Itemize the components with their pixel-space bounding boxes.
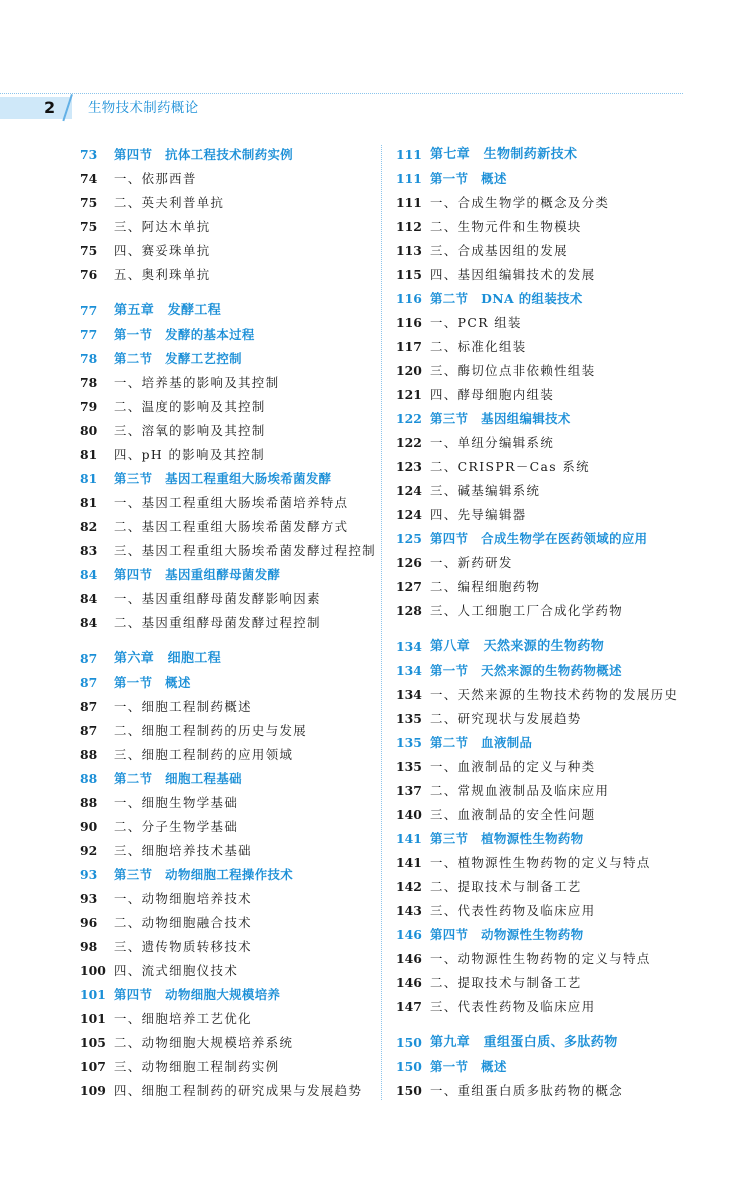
- toc-item: [80, 589, 390, 609]
- toc-entry-text: 四、赛妥珠单抗: [114, 243, 211, 258]
- toc-page-number: 87: [80, 675, 98, 690]
- toc-page-number: 87: [80, 723, 98, 738]
- toc-entry-text: 二、细胞工程制药的历史与发展: [114, 723, 308, 738]
- toc-section: [396, 733, 706, 753]
- toc-entry-text: 三、人工细胞工厂合成化学药物: [430, 603, 624, 618]
- toc-entry-text: 二、温度的影响及其控制: [114, 399, 266, 414]
- toc-page-number: 121: [396, 387, 422, 402]
- toc-entry-text: 一、新药研发: [430, 555, 513, 570]
- toc-item: [80, 217, 390, 237]
- toc-page-number: 93: [80, 891, 98, 906]
- toc-entry-text: 一、细胞培养工艺优化: [114, 1011, 252, 1026]
- toc-chapter: [396, 637, 706, 657]
- toc-entry-text: 三、代表性药物及临床应用: [430, 999, 596, 1014]
- toc-item: [396, 217, 706, 237]
- toc-entry-text: 一、依那西普: [114, 171, 197, 186]
- toc-item: [80, 445, 390, 465]
- toc-entry-text: 一、PCR 组装: [430, 315, 522, 330]
- toc-page-number: 90: [80, 819, 98, 834]
- toc-entry-text: 二、提取技术与制备工艺: [430, 879, 582, 894]
- toc-page-number: 84: [80, 567, 98, 582]
- toc-page-number: 117: [396, 339, 422, 354]
- toc-page-number: 84: [80, 615, 98, 630]
- toc-page-number: 73: [80, 147, 98, 162]
- toc-entry-text: 三、基因工程重组大肠埃希菌发酵过程控制: [114, 543, 377, 558]
- toc-entry-text: 二、提取技术与制备工艺: [430, 975, 582, 990]
- toc-entry-text: 一、细胞生物学基础: [114, 795, 239, 810]
- toc-page-number: 81: [80, 495, 98, 510]
- toc-entry-text: 二、研究现状与发展趋势: [430, 711, 582, 726]
- toc-page-number: 122: [396, 411, 422, 426]
- toc-entry-text: 四、酵母细胞内组装: [430, 387, 555, 402]
- toc-page-number: 75: [80, 243, 98, 258]
- toc-entry-text: 第三节 基因工程重组大肠埃希菌发酵: [114, 471, 332, 486]
- column-divider: [381, 145, 382, 1100]
- toc-entry-text: 第四节 基因重组酵母菌发酵: [114, 567, 281, 582]
- toc-page-number: 80: [80, 423, 98, 438]
- toc-section: [80, 145, 390, 165]
- toc-entry-text: 第六章 细胞工程: [114, 651, 222, 666]
- toc-page-number: 92: [80, 843, 98, 858]
- toc-entry-text: 四、流式细胞仪技术: [114, 963, 239, 978]
- toc-item: [396, 577, 706, 597]
- toc-page-number: 134: [396, 663, 422, 678]
- toc-entry-text: 第一节 概述: [114, 675, 191, 690]
- toc-entry-text: 四、基因组编辑技术的发展: [430, 267, 596, 282]
- toc-item: [80, 793, 390, 813]
- toc-item: [80, 265, 390, 285]
- toc-item: [80, 841, 390, 861]
- toc-entry-text: 第三节 基因组编辑技术: [430, 411, 571, 426]
- toc-page-number: 134: [396, 639, 422, 654]
- toc-entry-text: 第三节 动物细胞工程操作技术: [114, 867, 294, 882]
- toc-entry-text: 三、动物细胞工程制药实例: [114, 1059, 280, 1074]
- toc-entry-text: 五、奥利珠单抗: [114, 267, 211, 282]
- toc-item: [396, 265, 706, 285]
- toc-page-number: 84: [80, 591, 98, 606]
- toc-page-number: 123: [396, 459, 422, 474]
- toc-page-number: 98: [80, 939, 98, 954]
- toc-page-number: 140: [396, 807, 422, 822]
- toc-page-number: 141: [396, 831, 422, 846]
- toc-page-number: 74: [80, 171, 98, 186]
- toc-item: [80, 373, 390, 393]
- toc-entry-text: 二、分子生物学基础: [114, 819, 239, 834]
- toc-entry-text: 三、代表性药物及临床应用: [430, 903, 596, 918]
- toc-page-number: 128: [396, 603, 422, 618]
- toc-item: [396, 877, 706, 897]
- toc-page-number: 124: [396, 483, 422, 498]
- toc-item: [396, 949, 706, 969]
- toc-page-number: 100: [80, 963, 106, 978]
- toc-entry-text: 一、天然来源的生物技术药物的发展历史: [430, 687, 679, 702]
- toc-page-number: 101: [80, 1011, 106, 1026]
- toc-entry-text: 第七章 生物制药新技术: [430, 147, 578, 162]
- toc-entry-text: 二、基因工程重组大肠埃希菌发酵方式: [114, 519, 349, 534]
- toc-entry-text: 三、细胞工程制药的应用领域: [114, 747, 294, 762]
- toc-page-number: 146: [396, 975, 422, 990]
- toc-left-column: [80, 145, 380, 1105]
- toc-item: [80, 1009, 390, 1029]
- toc-entry-text: 一、血液制品的定义与种类: [430, 759, 596, 774]
- toc-page-number: 105: [80, 1035, 106, 1050]
- toc-item: [396, 757, 706, 777]
- toc-entry-text: 第五章 发酵工程: [114, 303, 222, 318]
- toc-page-number: 135: [396, 759, 422, 774]
- toc-page-number: 77: [80, 327, 98, 342]
- toc-item: [396, 685, 706, 705]
- toc-section: [396, 289, 706, 309]
- toc-item: [396, 973, 706, 993]
- toc-page-number: 75: [80, 219, 98, 234]
- toc-page-number: 87: [80, 699, 98, 714]
- toc-item: [80, 517, 390, 537]
- toc-page-number: 150: [396, 1035, 422, 1050]
- toc-entry-text: 二、CRISPR－Cas 系统: [430, 459, 590, 474]
- toc-page-number: 75: [80, 195, 98, 210]
- toc-entry-text: 三、酶切位点非依赖性组装: [430, 363, 596, 378]
- toc-section: [396, 661, 706, 681]
- toc-item: [396, 709, 706, 729]
- toc-page-number: 79: [80, 399, 98, 414]
- toc-item: [396, 457, 706, 477]
- toc-item: [396, 361, 706, 381]
- toc-entry-text: 一、基因工程重组大肠埃希菌培养特点: [114, 495, 349, 510]
- toc-item: [396, 553, 706, 573]
- toc-chapter: [80, 649, 390, 669]
- toc-entry-text: 第二节 DNA 的组装技术: [430, 291, 583, 306]
- toc-page-number: 116: [396, 315, 422, 330]
- toc-page-number: 96: [80, 915, 98, 930]
- toc-page-number: 127: [396, 579, 422, 594]
- toc-page-number: 112: [396, 219, 422, 234]
- toc-section: [80, 673, 390, 693]
- toc-item: [80, 397, 390, 417]
- toc-entry-text: 二、基因重组酵母菌发酵过程控制: [114, 615, 321, 630]
- toc-item: [396, 805, 706, 825]
- toc-item: [396, 1081, 706, 1101]
- toc-entry-text: 第八章 天然来源的生物药物: [430, 639, 605, 654]
- toc-entry-text: 一、单纽分编辑系统: [430, 435, 555, 450]
- toc-page-number: 76: [80, 267, 98, 282]
- toc-item: [80, 937, 390, 957]
- book-title: 生物技术制药概论: [88, 100, 199, 116]
- toc-item: [396, 433, 706, 453]
- toc-entry-text: 四、先导编辑器: [430, 507, 527, 522]
- toc-entry-text: 二、英夫利普单抗: [114, 195, 225, 210]
- toc-item: [396, 505, 706, 525]
- toc-page-number: 78: [80, 375, 98, 390]
- toc-page-number: 113: [396, 243, 422, 258]
- toc-entry-text: 第四节 合成生物学在医药领域的应用: [430, 531, 648, 546]
- toc-page-number: 87: [80, 651, 98, 666]
- toc-item: [80, 889, 390, 909]
- toc-item: [80, 493, 390, 513]
- toc-page-number: 111: [396, 195, 422, 210]
- toc-section: [396, 169, 706, 189]
- toc-section: [396, 409, 706, 429]
- toc-section: [80, 865, 390, 885]
- toc-item: [80, 193, 390, 213]
- toc-page-number: 137: [396, 783, 422, 798]
- toc-section: [396, 529, 706, 549]
- toc-section: [80, 325, 390, 345]
- toc-page-number: 78: [80, 351, 98, 366]
- toc-item: [80, 241, 390, 261]
- toc-item: [396, 337, 706, 357]
- toc-page-number: 141: [396, 855, 422, 870]
- toc-entry-text: 一、动物源性生物药物的定义与特点: [430, 951, 651, 966]
- toc-entry-text: 第九章 重组蛋白质、多肽药物: [430, 1035, 618, 1050]
- toc-page-number: 88: [80, 771, 98, 786]
- toc-page-number: 134: [396, 687, 422, 702]
- toc-page-number: 88: [80, 795, 98, 810]
- toc-entry-text: 第四节 动物源性生物药物: [430, 927, 584, 942]
- toc-page-number: 88: [80, 747, 98, 762]
- toc-page-number: 126: [396, 555, 422, 570]
- toc-entry-text: 三、合成基因组的发展: [430, 243, 568, 258]
- toc-entry-text: 四、细胞工程制药的研究成果与发展趋势: [114, 1083, 363, 1098]
- toc-entry-text: 二、动物细胞融合技术: [114, 915, 252, 930]
- toc-item: [80, 169, 390, 189]
- toc-page-number: 120: [396, 363, 422, 378]
- toc-entry-text: 三、血液制品的安全性问题: [430, 807, 596, 822]
- toc-item: [396, 385, 706, 405]
- toc-page-number: 77: [80, 303, 98, 318]
- toc-item: [80, 1081, 390, 1101]
- toc-page-number: 107: [80, 1059, 106, 1074]
- toc-entry-text: 第一节 天然来源的生物药物概述: [430, 663, 622, 678]
- toc-page-number: 83: [80, 543, 98, 558]
- toc-item: [396, 781, 706, 801]
- toc-section: [396, 829, 706, 849]
- toc-item: [396, 853, 706, 873]
- toc-section: [80, 769, 390, 789]
- toc-item: [80, 745, 390, 765]
- toc-section: [396, 1057, 706, 1077]
- toc-page-number: 150: [396, 1083, 422, 1098]
- toc-entry-text: 四、pH 的影响及其控制: [114, 447, 265, 462]
- toc-entry-text: 第二节 血液制品: [430, 735, 533, 750]
- toc-entry-text: 一、重组蛋白质多肽药物的概念: [430, 1083, 624, 1098]
- toc-right-column: [396, 145, 696, 1105]
- toc-entry-text: 一、细胞工程制药概述: [114, 699, 252, 714]
- toc-entry-text: 二、编程细胞药物: [430, 579, 541, 594]
- toc-page-number: 111: [396, 171, 422, 186]
- header-rule: [0, 93, 683, 94]
- toc-page-number: 93: [80, 867, 98, 882]
- toc-page-number: 150: [396, 1059, 422, 1074]
- toc-item: [80, 541, 390, 561]
- toc-page-number: 124: [396, 507, 422, 522]
- toc-item: [80, 697, 390, 717]
- toc-entry-text: 一、动物细胞培养技术: [114, 891, 252, 906]
- toc-page-number: 135: [396, 711, 422, 726]
- toc-page-number: 82: [80, 519, 98, 534]
- toc-entry-text: 一、合成生物学的概念及分类: [430, 195, 610, 210]
- toc-item: [396, 193, 706, 213]
- toc-item: [396, 997, 706, 1017]
- toc-item: [80, 721, 390, 741]
- toc-entry-text: 二、常规血液制品及临床应用: [430, 783, 610, 798]
- toc-chapter: [80, 301, 390, 321]
- toc-entry-text: 一、基因重组酵母菌发酵影响因素: [114, 591, 321, 606]
- toc-item: [396, 481, 706, 501]
- toc-entry-text: 第一节 发酵的基本过程: [114, 327, 255, 342]
- toc-entry-text: 第二节 细胞工程基础: [114, 771, 242, 786]
- toc-entry-text: 三、细胞培养技术基础: [114, 843, 252, 858]
- toc-entry-text: 一、植物源性生物药物的定义与特点: [430, 855, 651, 870]
- toc-page-number: 111: [396, 147, 422, 162]
- toc-entry-text: 第二节 发酵工艺控制: [114, 351, 242, 366]
- toc-page-number: 125: [396, 531, 422, 546]
- toc-entry-text: 二、标准化组装: [430, 339, 527, 354]
- toc-item: [80, 817, 390, 837]
- toc-page-number: 115: [396, 267, 422, 282]
- toc-item: [396, 601, 706, 621]
- toc-item: [80, 1033, 390, 1053]
- toc-item: [396, 901, 706, 921]
- toc-item: [396, 241, 706, 261]
- toc-entry-text: 三、阿达木单抗: [114, 219, 211, 234]
- toc-page-number: 101: [80, 987, 106, 1002]
- toc-page-number: 109: [80, 1083, 106, 1098]
- toc-entry-text: 第四节 抗体工程技术制药实例: [114, 147, 294, 162]
- toc-page-number: 143: [396, 903, 422, 918]
- toc-section: [80, 565, 390, 585]
- toc-page-number: 146: [396, 927, 422, 942]
- toc-entry-text: 第一节 概述: [430, 171, 507, 186]
- toc-entry-text: 一、培养基的影响及其控制: [114, 375, 280, 390]
- toc-page-number: 142: [396, 879, 422, 894]
- toc-chapter: [396, 145, 706, 165]
- toc-page-number: 81: [80, 447, 98, 462]
- toc-entry-text: 二、动物细胞大规模培养系统: [114, 1035, 294, 1050]
- toc-section: [396, 925, 706, 945]
- toc-item: [80, 421, 390, 441]
- toc-page-number: 122: [396, 435, 422, 450]
- toc-entry-text: 三、溶氧的影响及其控制: [114, 423, 266, 438]
- toc-page-number: 147: [396, 999, 422, 1014]
- toc-entry-text: 第三节 植物源性生物药物: [430, 831, 584, 846]
- toc-chapter: [396, 1033, 706, 1053]
- toc-entry-text: 三、碱基编辑系统: [430, 483, 541, 498]
- toc-item: [80, 961, 390, 981]
- toc-page-number: 135: [396, 735, 422, 750]
- toc-section: [80, 985, 390, 1005]
- toc-entry-text: 第一节 概述: [430, 1059, 507, 1074]
- toc-page-number: 146: [396, 951, 422, 966]
- toc-entry-text: 第四节 动物细胞大规模培养: [114, 987, 281, 1002]
- toc-item: [396, 313, 706, 333]
- toc-section: [80, 349, 390, 369]
- toc-item: [80, 1057, 390, 1077]
- toc-item: [80, 913, 390, 933]
- page-number: 2: [44, 98, 56, 117]
- toc-page-number: 81: [80, 471, 98, 486]
- toc-entry-text: 二、生物元件和生物模块: [430, 219, 582, 234]
- toc-item: [80, 613, 390, 633]
- toc-entry-text: 三、遗传物质转移技术: [114, 939, 252, 954]
- toc-section: [80, 469, 390, 489]
- toc-page-number: 116: [396, 291, 422, 306]
